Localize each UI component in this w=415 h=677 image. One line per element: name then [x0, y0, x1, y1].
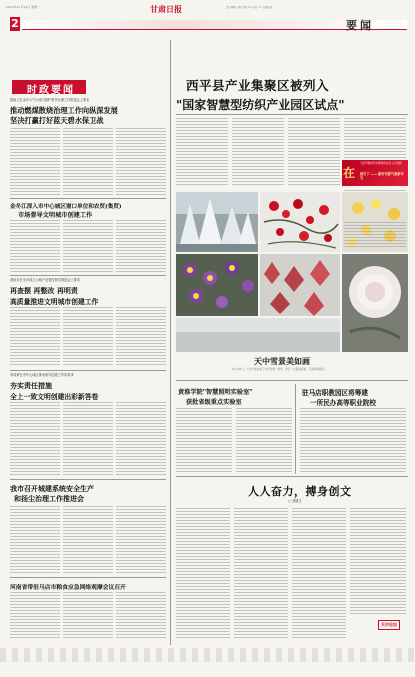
divider-feature [176, 476, 408, 477]
article-6-body-col1 [10, 592, 60, 640]
ad-banner-line1: 习近平新时代中国特色社会主义思想 [360, 162, 402, 165]
article-6-headline: 河南省带驻马店市粮食应急网络观摩会议召开 [10, 585, 126, 591]
issue-date: 2019年11月11日 星期一 [6, 5, 41, 9]
side-body-col [344, 222, 406, 248]
article-5-body-col1 [10, 506, 60, 574]
feature-stamp: 天中论坛 [378, 620, 400, 630]
article-5-subhead: 和扬尘治理工作推进会 [14, 494, 84, 503]
mid-separator [295, 384, 296, 474]
newspaper-logo: 甘肃日报 [150, 4, 182, 14]
article-1-body-col2 [63, 128, 113, 196]
article-3-kicker: 酒泉市在全市抓文公厕产业管控督导推进会上要求 [10, 278, 81, 282]
photo-red-berries [260, 192, 340, 252]
main-body-col4 [344, 118, 406, 158]
article-6-body-col3 [116, 592, 166, 640]
article-5-headline: 我市召开城建系统安全生产 [10, 484, 94, 493]
main-headline-rule [176, 114, 408, 115]
article-1-body-col3 [116, 128, 166, 196]
article-3-body-col1 [10, 307, 60, 367]
feature-body-col1 [176, 508, 230, 640]
main-headline-line2: "国家智慧型纺织产业园区试点" [176, 98, 345, 112]
article-1-body-col1 [10, 128, 60, 196]
mid-article-1-headline: 黄淮学院"智慧照明实验室" [178, 389, 253, 396]
feature-body-col4 [350, 508, 406, 616]
editors-line: 责任编辑 王辉 美编 ×× 校对 ×× 责编电话 [226, 6, 273, 9]
article-5-body-col2 [63, 506, 113, 574]
article-3-headline: 再查摆 再整改 再明责 [10, 286, 78, 295]
article-4-body-col3 [116, 402, 166, 476]
article-1-headline: 推动燃煤散烧治理工作向纵深发展 [10, 106, 118, 115]
feature-body-col3 [292, 508, 346, 640]
page-number: 2 [11, 17, 19, 30]
column-separator [170, 40, 171, 645]
section-label: 时政要闻 [27, 85, 75, 96]
snow-photo-collage [176, 192, 408, 352]
article-4-kicker: 李成黄在市中心城区推动督导创建工作时要求 [10, 373, 74, 377]
feature-body-col2 [234, 508, 288, 640]
photo-white-rose [342, 254, 408, 352]
feature-headline: 人人奋力，搏身创文 [248, 485, 352, 498]
article-2-body-col2 [63, 220, 113, 272]
divider-2 [10, 275, 166, 276]
article-2-body-col3 [116, 220, 166, 272]
article-4-headline: 夯实责任措施 [10, 381, 52, 390]
article-5-body-col3 [116, 506, 166, 574]
article-6-body-col2 [63, 592, 113, 640]
main-body-col1 [176, 118, 228, 186]
divider-4 [10, 479, 166, 480]
article-2-subhead: 市场督导文明城市创建工作 [18, 212, 93, 219]
article-1-subhead: 坚决打赢打好蓝天碧水保卫战 [10, 116, 104, 125]
feature-byline: □ 刘继文 [288, 499, 302, 503]
divider-3 [10, 370, 166, 371]
photo-caption: 11月10日，天中大地迎来了今冬的第一场雪，市区一片银装素裹，充满诗情画意。 [232, 368, 327, 371]
bottom-decorative-band [0, 648, 415, 662]
divider-main [176, 380, 408, 381]
mid-article-2-headline: 驻马店职教园区将筹建 [302, 389, 368, 397]
ad-banner-line2: 指引下 —— 新时代新气象新作为 [360, 172, 404, 180]
photo-purple-flowers [176, 254, 258, 316]
article-2-headline: 金冬江深入市中心城区窗口单位和农贸(集贸) [10, 204, 122, 210]
article-3-subhead: 高质量推进文明城市创建工作 [10, 298, 99, 306]
article-1-kicker: 陇南文在金市大气污染"挂牌"督导办理工作推进会上要求 [10, 98, 90, 102]
article-4-body-col1 [10, 402, 60, 476]
main-headline-line1: 西平县产业集聚区被列入 [186, 78, 330, 93]
photo-snow-ground [176, 318, 340, 352]
article-4-subhead: 全上一致文明创建出彩新答卷 [10, 393, 99, 401]
ad-banner-label: 在 [343, 166, 356, 180]
divider-5 [10, 577, 166, 578]
article-3-body-col2 [63, 307, 113, 367]
article-3-body-col3 [116, 307, 166, 367]
article-4-body-col2 [63, 402, 113, 476]
mid-article-1-subhead: 获批省级重点实验室 [186, 399, 242, 406]
mid-article-1-body-a [176, 408, 232, 472]
mid-article-2-subhead: 一所民办高等职业院校 [310, 399, 376, 407]
photo-snow-trees [176, 192, 258, 252]
section-title: 要闻 [346, 19, 374, 32]
photo-title: 天中雪景美如画 [254, 356, 310, 366]
article-2-body-col1 [10, 220, 60, 272]
mid-article-2-body [300, 408, 406, 472]
main-body-col2 [232, 118, 284, 186]
photo-red-leaves [260, 254, 340, 316]
divider-1 [10, 198, 166, 199]
mid-article-1-body-b [236, 408, 292, 472]
main-body-col3 [288, 118, 340, 186]
